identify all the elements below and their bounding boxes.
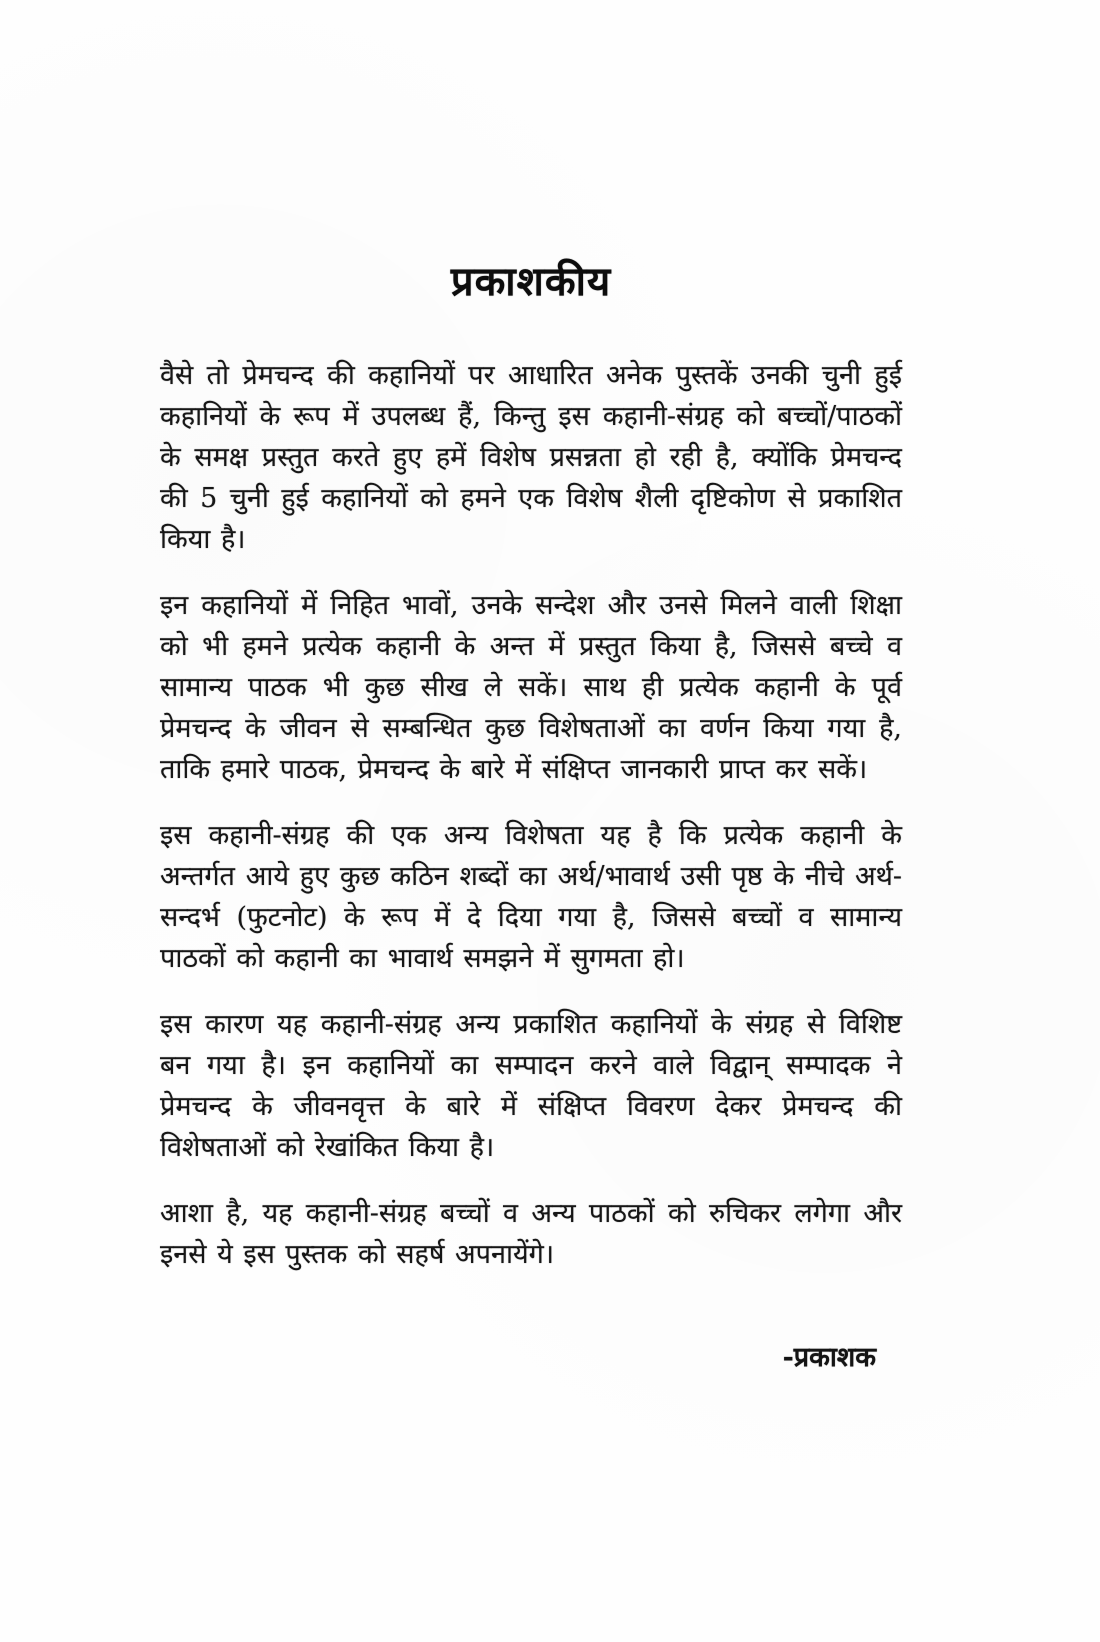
paragraph-1: वैसे तो प्रेमचन्द की कहानियों पर आधारित अनेक पुस्तकें उनकी चुनी हुई कहानियों के रूप में उपलब्ध हैं, किन्तु इस कहानी-संग्रह को बच्चों/पाठकों के समक्ष प्रस्तुत करते हुए हमें विशेष प्रसन्नता हो रही है, क्योंकि प्रेमचन्द की 5 चुनी हुई कहानियों को हमने एक विशेष शैली दृष्टिकोण से प्रकाशित किया है। (160, 360, 902, 555)
paragraph-2: इन कहानियों में निहित भावों, उनके सन्देश और उनसे मिलने वाली शिक्षा को भी हमने प्रत्येक कहानी के अन्त में प्रस्तुत किया है, जिससे बच्चे व सामान्य पाठक भी कुछ सीख ले सकें। साथ ही प्रत्येक कहानी के पूर्व प्रेमचन्द के जीवन से सम्बन्धित कुछ विशेषताओं का वर्णन किया गया है, ताकि हमारे पाठक, प्रेमचन्द के बारे में संक्षिप्त जानकारी प्राप्त कर सकें। (160, 590, 902, 785)
paragraph-4: इस कारण यह कहानी-संग्रह अन्य प्रकाशित कहानियों के संग्रह से विशिष्ट बन गया है। इन कहानियों का सम्पादन करने वाले विद्वान् सम्पादक ने प्रेमचन्द के जीवनवृत्त के बारे में संक्षिप्त विवरण देकर प्रेमचन्द की विशेषताओं को रेखांकित किया है। (160, 1009, 902, 1163)
text-column (160, 0, 902, 1374)
page-title: प्रकाशकीय (450, 258, 612, 305)
body-text (160, 355, 902, 1275)
paragraph-5: आशा है, यह कहानी-संग्रह बच्चों व अन्य पाठकों को रुचिकर लगेगा और इनसे ये इस पुस्तक को सहर्ष अपनायेंगे। (160, 1198, 902, 1270)
paragraph-3: इस कहानी-संग्रह की एक अन्य विशेषता यह है कि प्रत्येक कहानी के अन्तर्गत आये हुए कुछ कठिन शब्दों का अर्थ/भावार्थ उसी पृष्ठ के नीचे अर्थ-सन्दर्भ (फुटनोट) के रूप में दे दिया गया है, जिससे बच्चों व सामान्य पाठकों को कहानी का भावार्थ समझने में सुगमता हो। (160, 820, 902, 974)
publisher-signature: -प्रकाशक (782, 1342, 876, 1373)
